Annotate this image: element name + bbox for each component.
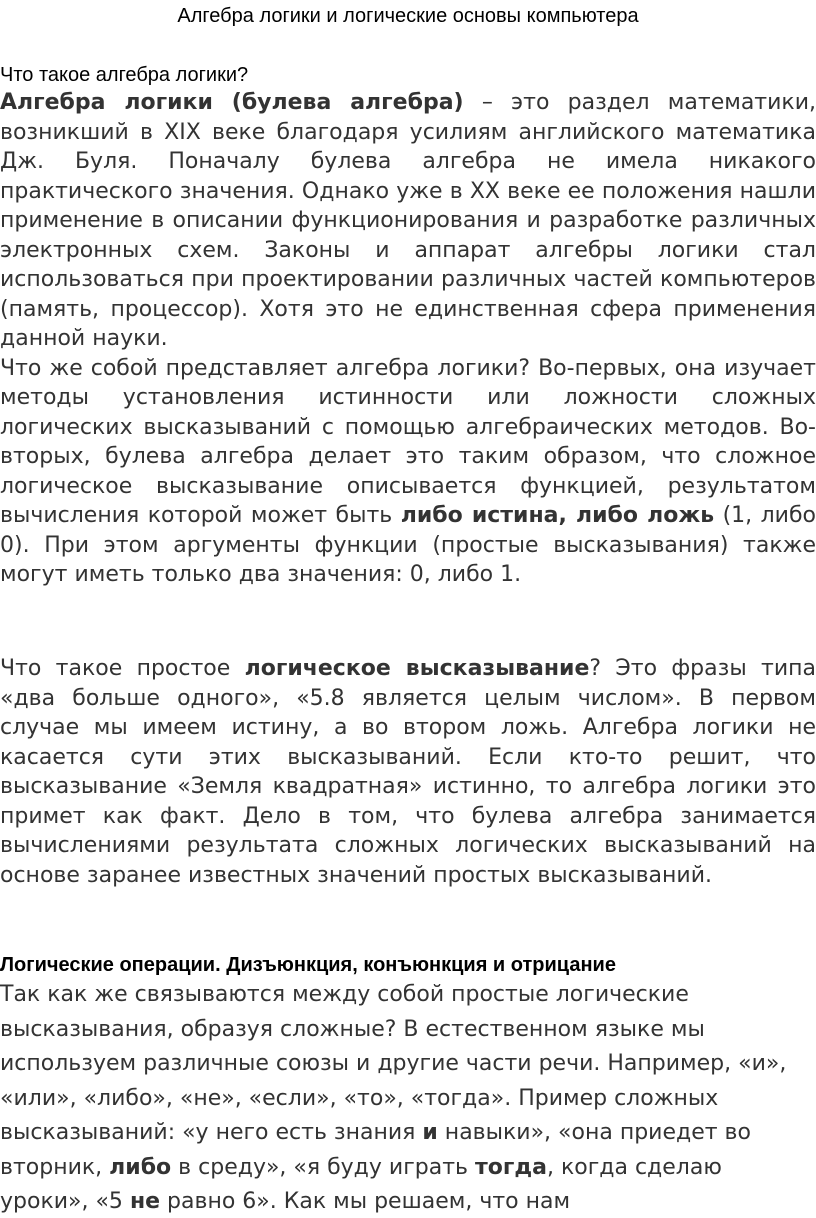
paragraph-definition: [0, 88, 816, 354]
term-not: не: [129, 1189, 161, 1214]
paragraph-simple-statement: [0, 654, 816, 890]
paragraph-definition-text: – это раздел математики, возникший в XIX веке благодаря усилиям английского математика Дж. Буля. Поначалу булева алгебра не имела никакого практического значения. Однако уже в XX веке ее положения нашли применение в описании функционирования и разработке различных электронных схем. Законы и аппарат алгебры логики стал использоваться при проектировании различных частей компьютеров (память, процессор). Хотя это не единственная сфера применения данной науки.: [0, 90, 816, 351]
paragraph-operations-text-2: навыки», «она приедет во вторник,: [0, 1120, 751, 1180]
paragraph-operations-text-1: Так как же связываются между собой простые логические высказывания, образуя сложные? В естественном языке мы используем различные союзы и другие части речи. Например, «и», «или», «либо», «не», «если», «то», «тогда». Пример сложных высказываний: «у него есть знания: [0, 982, 787, 1145]
paragraph-operations-text-4: , когда сделаю уроки», «5: [0, 1154, 722, 1214]
paragraph-what-it-is: [0, 354, 816, 590]
paragraph-operations: [0, 978, 816, 1218]
term-logical-statement: логическое высказывание: [244, 656, 590, 681]
paragraph-simple-statement-text-1: Что такое простое: [0, 656, 245, 681]
paragraph-operations-text-3: в среду», «я буду играть: [171, 1154, 475, 1180]
paragraph-what-it-is-text-2: (1, либо 0). При этом аргументы функции (простые высказывания) также могут иметь только два значения: 0, либо 1.: [0, 503, 816, 587]
paragraph-simple-statement-text-2: ? Это фразы типа «два больше одного», «5.8 является целым числом». В первом случае мы имеем истину, а во втором ложь. Алгебра логики не касается сути этих высказываний. Если кто-то решит, что высказывание «Земля квадратная» истинно, то алгебра логики это примет как факт. Дело в том, что булева алгебра занимается вычислениями результата сложных логических высказываний на основе заранее известных значений простых высказываний.: [0, 656, 816, 888]
term-true-or-false: либо истина, либо ложь: [400, 503, 715, 528]
section-3-body: [0, 978, 816, 1218]
term-logic-algebra: Алгебра логики (булева алгебра): [0, 90, 464, 115]
document-title: Алгебра логики и логические основы компьютера: [177, 5, 639, 27]
section-heading-what-is-logic-algebra: Что такое алгебра логики?: [0, 64, 249, 86]
section-2-body: [0, 654, 816, 890]
term-or: либо: [109, 1154, 172, 1180]
paragraph-what-it-is-text-1: Что же собой представляет алгебра логики? Во-первых, она изучает методы установления истинности или ложности сложных логических высказываний с помощью алгебраических методов. Во-вторых, булева алгебра делает это таким образом, что сложное логическое высказывание описывается функцией, результатом вычисления которой может быть: [0, 355, 816, 528]
paragraph-operations-text-5: равно 6». Как мы решаем, что нам: [160, 1189, 571, 1214]
section-1-body: [0, 88, 816, 590]
term-and: и: [422, 1120, 438, 1145]
section-heading-logical-operations: Логические операции. Дизъюнкция, конъюнкция и отрицание: [0, 954, 616, 976]
term-then: тогда: [475, 1154, 547, 1180]
